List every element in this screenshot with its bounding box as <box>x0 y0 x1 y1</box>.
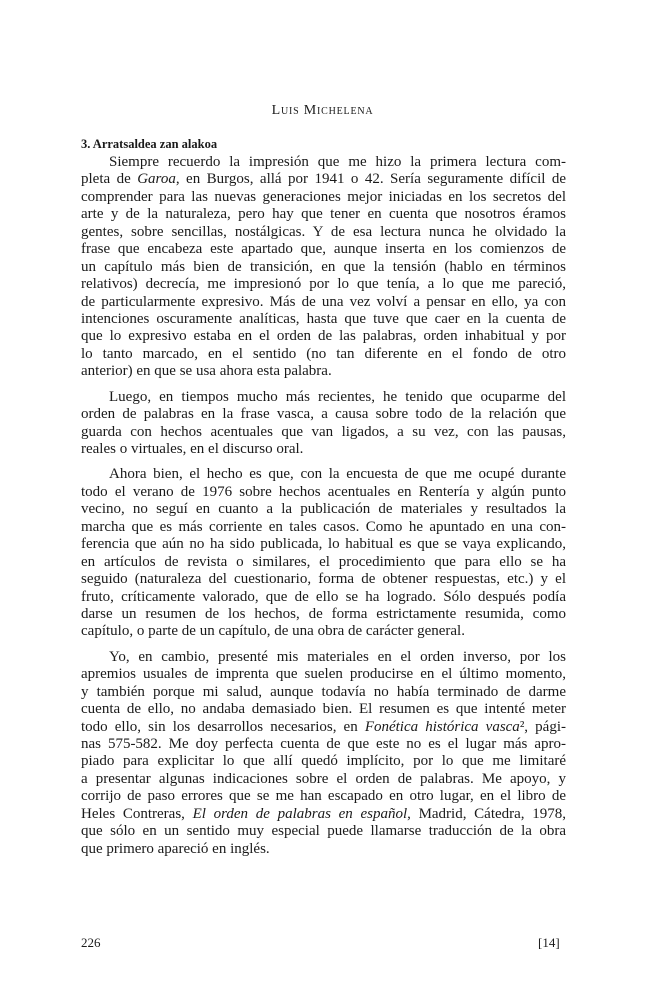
paragraph <box>81 389 566 459</box>
text-line: intenciones oscuramente analíticas, hasta que tuve que caer en la cuenta de <box>81 310 566 327</box>
bracket-page-number: [14] <box>538 935 560 950</box>
text-line: en artículos de revista o similares, el procedimiento que para ello se ha <box>81 553 566 570</box>
running-head: Luis Michelena <box>271 103 374 118</box>
text-line: y también porque mi salud, aunque todavía no había terminado de darme <box>81 683 566 700</box>
text-line: apremios usuales de imprenta que suelen producirse en el último momento, <box>81 666 566 683</box>
text-line: frase que encabeza este apartado que, aunque inserta en los comienzos de <box>81 241 566 258</box>
text-line: que lo expresivo estaba en el orden de las palabras, orden inhabitual y por <box>81 328 566 345</box>
text-line: Luego, en tiempos mucho más recientes, he tenido que ocuparme del <box>109 388 566 405</box>
text-line: lo tanto marcado, en el sentido (no tan diferente en el fondo de otro <box>81 345 566 362</box>
text-line: piado para explicitar lo que allí quedó implícito, por lo que me limitaré <box>81 753 566 770</box>
text-line: gentes, sobre sencillas, nostálgicas. Y de esa lectura nunca he olvidado la <box>81 223 566 240</box>
text-line: Ahora bien, el hecho es que, con la encuesta de que me ocupé durante <box>109 466 566 483</box>
text-line: guarda con hechos acentuales que van ligados, a su vez, con las pausas, <box>81 423 566 440</box>
text-line: de particularmente expresivo. Más de una vez volví a pensar en ello, ya con <box>81 293 566 310</box>
paragraph <box>81 466 566 640</box>
paragraph <box>81 649 566 858</box>
text-line: un capítulo más bien de transición, en que la tensión (hablo en términos <box>81 258 566 275</box>
text-line: marcha que es más corriente en tales casos. Como he apuntado en una con- <box>81 518 566 535</box>
text-line: seguido (naturaleza del cuestionario, forma de obtener respuestas, etc.) y el <box>81 571 566 588</box>
text-line: fruto, críticamente valorado, que de ello se ha logrado. Sólo después podía <box>81 588 566 605</box>
text-line: orden de palabras en la frase vasca, a causa sobre todo de la relación que <box>81 406 566 423</box>
text-line: arte y de la naturaleza, pero hay que tener en cuenta que nosotros éramos <box>81 206 566 223</box>
text-line: a presentar algunas indicaciones sobre el orden de palabras. Me apoyo, y <box>81 770 566 787</box>
text-line: ferencia que aún no ha sido publicada, lo habitual es que se vaya explicando, <box>81 536 566 553</box>
section-heading: 3. Arratsaldea zan alakoa <box>81 137 218 151</box>
text-line: corrijo de paso errores que se me han escapado en otro lugar, en el libro de <box>81 788 566 805</box>
text-line: darse un resumen de los hechos, de forma estrictamente resumida, como <box>81 605 566 622</box>
text-line: cuenta de ello, no andaba demasiado bien. El resumen es que intenté meter <box>81 701 566 718</box>
text-line: Siempre recuerdo la impresión que me hizo la primera lectura com- <box>109 154 566 170</box>
text-line: pleta de Garoa, en Burgos, allá por 1941 o 42. Sería seguramente difícil de <box>81 171 567 188</box>
page-number: 226 <box>81 935 101 950</box>
text-line: que sólo en un sentido muy especial puede llamarse traducción de la obra <box>81 823 566 840</box>
text-line: todo el verano de 1976 sobre hechos acentuales en Rentería y algún punto <box>81 483 566 500</box>
paragraph <box>81 154 566 381</box>
text-line: relativos) decrecía, me impresionó por lo que tenía, a lo que me pareció, <box>81 276 566 293</box>
text-line: anterior) en que se usa ahora esta palabra. <box>81 363 332 380</box>
text-line: nas 575-582. Me doy perfecta cuenta de que este no es el lugar más apro- <box>81 736 566 752</box>
text-line: comprender para las nuevas generaciones mejor iniciadas en los secretos del <box>81 188 566 205</box>
text-line: reales o virtuales, en el discurso oral. <box>81 441 304 457</box>
text-line: todo ello, sin los desarrollos necesarios, en Fonética histórica vasca², pági- <box>81 718 566 735</box>
text-line: capítulo, o parte de un capítulo, de una obra de carácter general. <box>81 623 465 640</box>
text-line: que primero apareció en inglés. <box>81 840 270 857</box>
body-text <box>81 154 566 866</box>
text-line: Yo, en cambio, presenté mis materiales en el orden inverso, por los <box>109 648 566 665</box>
text-line: Heles Contreras, El orden de palabras en español, Madrid, Cátedra, 1978, <box>81 805 566 822</box>
text-line: vecino, no seguí en cuanto a la publicación de materiales y resultados la <box>81 501 566 518</box>
